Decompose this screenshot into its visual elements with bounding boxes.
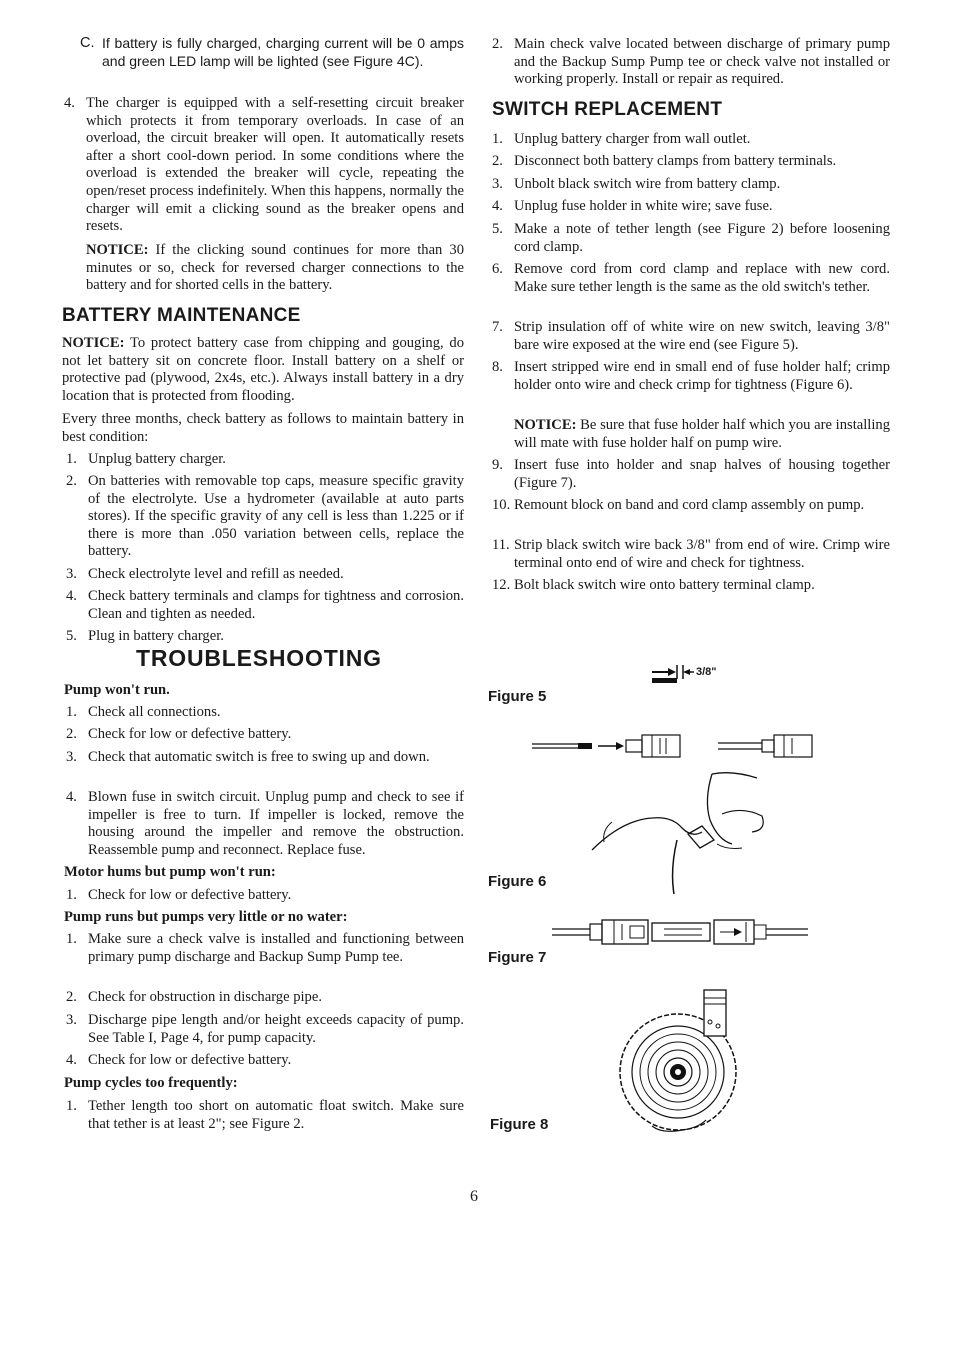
figure-5-dimension-label: 3/8" <box>696 666 717 678</box>
item-text: Strip black switch wire back 3/8" from end of wire. Crimp wire terminal onto end of wire and check for tightness. <box>514 537 890 571</box>
item-number: 12. <box>492 577 511 593</box>
list-item <box>492 221 890 256</box>
list-item <box>66 451 464 469</box>
item-text: Remount block on band and cord clamp assembly on pump. <box>514 497 865 513</box>
figure-6-caption: Figure 6 <box>488 873 547 890</box>
notice-text: Be sure that fuse holder half which you are installing will mate with fuse holder half on pump wire. <box>514 417 890 451</box>
list-item <box>66 789 464 859</box>
list-item <box>66 566 464 584</box>
item-text: Main check valve located between discharge of primary pump and the Backup Sump Pump tee or check valve not installed or working properly. Install or repair as required. <box>514 36 890 88</box>
item-text: Tether length too short on automatic float switch. Make sure that tether is at least 2"; see Figure 2. <box>88 1098 464 1132</box>
list-item <box>66 588 464 623</box>
troubleshooting-heading: TROUBLESHOOTING <box>136 645 382 671</box>
figure-8-caption: Figure 8 <box>490 1116 549 1133</box>
item-text: Unplug battery charger. <box>88 451 226 467</box>
figure-6-crimp-drawing <box>592 770 782 900</box>
item-text: Blown fuse in switch circuit. Unplug pump and check to see if impeller is free to turn. If impeller is locked, remove the housing around the impeller and remove the obstruction. Reassemble pump and reconnect. Replace fuse. <box>88 789 464 858</box>
item-number: 2. <box>66 989 77 1005</box>
item-number: 4. <box>66 789 77 805</box>
figure-5-caption: Figure 5 <box>488 688 547 705</box>
list-item <box>66 887 464 905</box>
item-number: 2. <box>66 473 77 489</box>
page-number: 6 <box>470 1188 478 1205</box>
item-number: 1. <box>66 451 77 467</box>
notice-text: To protect battery case from chipping and gouging, do not let battery sit on concrete floor. Install battery on a shelf or protective pad (plywood, 2x4s, etc.). Always install battery in a dry location that is protected from flooding. <box>62 335 464 404</box>
item-number: 2. <box>492 36 503 52</box>
item-text: Make sure a check valve is installed and functioning between primary pump discharge and Backup Sump Pump tee. <box>88 931 464 965</box>
battery-intro: Every three months, check battery as follows to maintain battery in best condition: <box>62 411 464 445</box>
item-number: 4. <box>64 95 75 111</box>
item-text: Remove cord from cord clamp and replace with new cord. Make sure tether length is the same as the old switch's tether. <box>514 261 890 295</box>
list-item <box>492 131 890 149</box>
list-item <box>492 359 890 394</box>
subheading-pump-wont-run: Pump won't run. <box>64 682 170 698</box>
figure-5-wire-drawing <box>532 730 832 770</box>
notice-label: NOTICE: <box>86 242 149 258</box>
list-item-c <box>80 35 464 70</box>
item-number: 8. <box>492 359 503 375</box>
list-item <box>66 931 464 966</box>
list-item <box>66 989 464 1007</box>
item-number: 5. <box>492 221 503 237</box>
subheading-little-water: Pump runs but pumps very little or no water: <box>64 909 348 925</box>
item-number: 4. <box>492 198 503 214</box>
item-text: Check for low or defective battery. <box>88 1052 292 1068</box>
item-number: 1. <box>66 931 77 947</box>
item-text: If battery is fully charged, charging current will be 0 amps and green LED lamp will be lighted (see Figure 4C). <box>102 35 464 69</box>
list-item <box>492 457 890 492</box>
item-number: 1. <box>66 1098 77 1114</box>
list-item <box>492 319 890 354</box>
item-number: 3. <box>66 566 77 582</box>
item-number: 11. <box>492 537 510 553</box>
item-text: Strip insulation off of white wire on new switch, leaving 3/8" bare wire exposed at the wire end (see Figure 5). <box>514 319 890 353</box>
item-number: 7. <box>492 319 503 335</box>
item-number: 2. <box>66 726 77 742</box>
item-number: 3. <box>492 176 503 192</box>
item-text: Check for low or defective battery. <box>88 726 292 742</box>
item-number: 9. <box>492 457 503 473</box>
item-text: Check electrolyte level and refill as needed. <box>88 566 344 582</box>
item-text: Make a note of tether length (see Figure 2) before loosening cord clamp. <box>514 221 890 255</box>
item-text: Check that automatic switch is free to swing up and down. <box>88 749 430 765</box>
list-item <box>492 198 890 216</box>
item-text: Disconnect both battery clamps from battery terminals. <box>514 153 837 169</box>
item-text: Unplug fuse holder in white wire; save fuse. <box>514 198 773 214</box>
list-item <box>66 628 464 646</box>
item-text: Unbolt black switch wire from battery clamp. <box>514 176 781 192</box>
item-text: Plug in battery charger. <box>88 628 224 644</box>
list-item-2 <box>492 36 890 89</box>
item-number: C. <box>80 35 95 51</box>
subheading-cycles: Pump cycles too frequently: <box>64 1075 238 1091</box>
item-text: Unplug battery charger from wall outlet. <box>514 131 751 147</box>
notice-text: If the clicking sound continues for more than 30 minutes or so, check for reversed charger connections to the battery and for shorted cells in the battery. <box>86 242 464 294</box>
list-item <box>492 537 890 572</box>
item-text: Check for low or defective battery. <box>88 887 292 903</box>
item-number: 2. <box>492 153 503 169</box>
list-item <box>66 1012 464 1047</box>
list-item <box>66 704 464 722</box>
item-number: 1. <box>66 887 77 903</box>
list-item <box>492 577 890 595</box>
item-number: 5. <box>66 628 77 644</box>
item-text: Check all connections. <box>88 704 221 720</box>
list-item <box>492 261 890 296</box>
switch-replacement-heading: SWITCH REPLACEMENT <box>492 99 723 120</box>
figure-7-fuse-holder-drawing <box>552 918 812 948</box>
list-item <box>66 1098 464 1133</box>
item-text: Discharge pipe length and/or height exceeds capacity of pump. See Table I, Page 4, for pump capacity. <box>88 1012 464 1046</box>
notice-paragraph <box>86 242 464 295</box>
item-number: 10. <box>492 497 511 513</box>
list-item <box>492 176 890 194</box>
list-item <box>66 726 464 744</box>
item-number: 4. <box>66 1052 77 1068</box>
notice-paragraph <box>514 417 890 452</box>
item-number: 1. <box>66 704 77 720</box>
item-number: 4. <box>66 588 77 604</box>
list-item <box>66 1052 464 1070</box>
item-number: 1. <box>492 131 503 147</box>
list-item <box>492 153 890 171</box>
item-number: 6. <box>492 261 503 277</box>
item-number: 3. <box>66 1012 77 1028</box>
item-text: Bolt black switch wire onto battery terminal clamp. <box>514 577 815 593</box>
item-text: Check for obstruction in discharge pipe. <box>88 989 322 1005</box>
item-text: The charger is equipped with a self-resetting circuit breaker which protects it from temporary overloads. In case of an overload, the circuit breaker will open. It automatically resets after a short cool-down period. In some conditions where the overload is extended the breaker will cycle, repeating the open/reset process indefinitely. When this happens, normally the charger will emit a clicking sound as the breaker opens and resets. <box>86 95 464 235</box>
battery-maintenance-heading: BATTERY MAINTENANCE <box>62 305 301 326</box>
item-text: Insert stripped wire end in small end of fuse holder half; crimp holder onto wire and check crimp for tightness (Figure 6). <box>514 359 890 393</box>
item-text: Check battery terminals and clamps for tightness and corrosion. Clean and tighten as needed. <box>88 588 464 622</box>
notice-label: NOTICE: <box>514 417 577 433</box>
list-item <box>66 473 464 561</box>
item-text: Insert fuse into holder and snap halves of housing together (Figure 7). <box>514 457 890 491</box>
item-text: On batteries with removable top caps, measure specific gravity of the electrolyte. Use a hydrometer (available at auto parts stores). If the specific gravity of any cell is less than 1.225 or if there is more than .050 variation between cells, replace the battery. <box>88 473 464 560</box>
list-item <box>66 749 464 767</box>
item-number: 3. <box>66 749 77 765</box>
figure-7-caption: Figure 7 <box>488 949 547 966</box>
notice-label: NOTICE: <box>62 335 125 351</box>
list-item <box>492 497 890 515</box>
battery-notice <box>62 335 464 405</box>
figure-8-pump-drawing <box>622 988 762 1138</box>
subheading-motor-hums: Motor hums but pump won't run: <box>64 864 276 880</box>
list-item-4 <box>64 95 464 236</box>
